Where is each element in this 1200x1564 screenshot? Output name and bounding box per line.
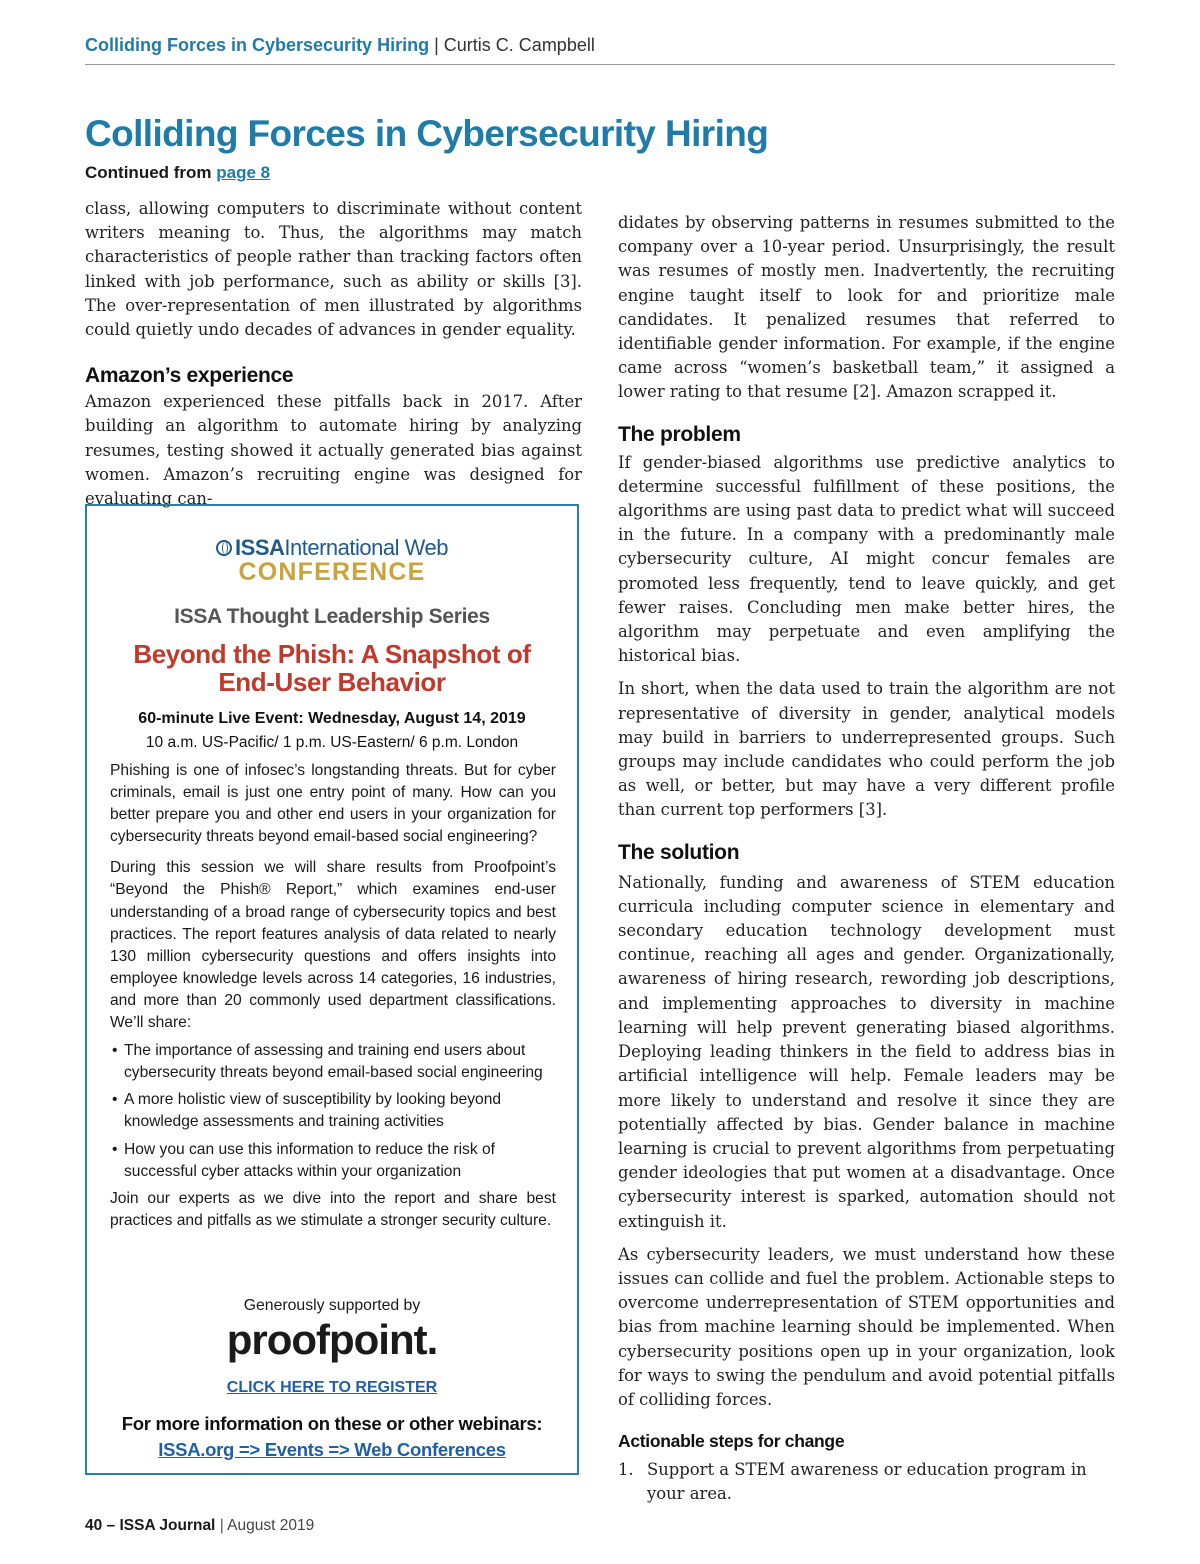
webinar-ad	[85, 504, 579, 1475]
article-title: Colliding Forces in Cybersecurity Hiring	[85, 113, 769, 154]
problem-heading: The problem	[618, 422, 741, 446]
register-link[interactable]: CLICK HERE TO REGISTER	[226, 1379, 438, 1396]
proofpoint-logo: proofpoint.	[226, 1316, 438, 1363]
ad-paragraph-1: Phishing is one of infosec’s longstanding threats. But for cyber criminals, email is just one entry point of many. How can you better prepare you and other end users in your organization for cybersecurity threats beyond email-based social engineering?	[110, 762, 556, 846]
step-number: 1.	[618, 1460, 634, 1480]
ad-paragraph-2: During this session we will share results from Proofpoint’s “Beyond the Phish® Report,” which examines end-user understanding of a broad range of cybersecurity topics and best practices. The report features analysis of data related to nearly 130 million cybersecurity questions and offers insights into employee knowledge levels across 14 categories, 16 industries, and more than 20 commonly used department classifications. We’ll share:	[110, 859, 556, 1032]
ad-body	[110, 760, 556, 1232]
running-head-title: Colliding Forces in Cybersecurity Hiring	[85, 35, 430, 55]
ad-paragraph-3: Join our experts as we dive into the report and share best practices and pitfalls as we stimulate a stronger security culture.	[110, 1189, 556, 1229]
continued-page-link[interactable]: page 8	[216, 163, 271, 182]
ad-more-info: For more information on these or other webinars:	[121, 1413, 543, 1434]
header-divider	[85, 64, 1115, 65]
right-column	[618, 211, 1115, 1507]
footer-page-journal: 40 – ISSA Journal	[85, 1517, 216, 1534]
ad-bullet: • How you can use this information to reduce the risk of successful cyber attacks within your organization	[110, 1139, 556, 1183]
web-conferences-link[interactable]: ISSA.org => Events => Web Conferences	[158, 1439, 506, 1460]
globe-icon	[216, 540, 232, 556]
solution-heading: The solution	[618, 840, 740, 864]
problem-paragraph-2: In short, when the data used to train the algorithm are not representative of diversity in gender, analytical models may build in barriers to underrepresented groups. Such groups may include candidates who could perform the job as well, or better, but may have a very different profile than current top performers [3].	[618, 679, 1115, 820]
logo-issa: ISSA	[235, 535, 285, 560]
steps-heading: Actionable steps for change	[618, 1431, 845, 1452]
amazon-heading: Amazon’s experience	[85, 364, 294, 388]
running-head	[85, 33, 1115, 57]
ad-bullet-list	[110, 1040, 556, 1183]
ad-bullet: • A more holistic view of susceptibility by looking beyond knowledge assessments and training activities	[110, 1089, 556, 1133]
intro-paragraph: class, allowing computers to discriminate without content writers meaning to. Thus, the algorithms may match characteristics of people rather than tracking factors often linked with job performance, such as ability or skills [3]. The over-representation of men illustrated by algorithms could quietly undo decades of advances in gender equality.	[85, 199, 582, 340]
logo-international-web: International Web	[284, 535, 448, 560]
footer-separator: |	[219, 1517, 224, 1534]
step-text: Support a STEM awareness or education program in your area.	[647, 1460, 1087, 1504]
continued-prefix: Continued from	[85, 163, 212, 182]
solution-paragraph-1: Nationally, funding and awareness of STEM education curricula including computer science in elementary and secondary education technology development must continue, reaching all ages and gender. Organizationally, awareness of hiring research, rewording job descriptions, and implementing approaches to diversity in machine learning will help prevent generating biased algorithms. Deploying leading thinkers in the field to address bias in artificial intelligence will help. Female leaders may be more likely to understand and resolve it since they are potentially affected by bias. Gender balance in machine learning is crucial to prevent algorithms from perpetuating gender ideologies that put women at a disadvantage. Once cybersecurity interest is sparked, automation should not extinguish it.	[618, 872, 1115, 1231]
problem-paragraph-1: If gender-biased algorithms use predictive analytics to determine successful fulfillment of these positions, the algorithms are using past data to predict what will succeed in the future. In a company with a predominantly male cybersecurity culture, AI might concur females are promoted less frequently, tend to leave quickly, and get fewer raises. Concluding men make better hires, the algorithm may perpetuate and even amplifying the historical bias.	[618, 452, 1115, 666]
issa-conference-logo	[87, 536, 577, 584]
logo-conference: CONFERENCE	[238, 558, 426, 586]
left-column	[85, 197, 582, 511]
continued-from	[85, 162, 270, 184]
ad-event-times: 10 a.m. US-Pacific/ 1 p.m. US-Eastern/ 6 p.m. London	[145, 734, 519, 751]
running-head-author: Curtis C. Campbell	[443, 35, 595, 55]
ad-event-date: 60-minute Live Event: Wednesday, August 14, 2019	[138, 710, 526, 727]
page-footer	[85, 1516, 314, 1536]
ad-bullet: • The importance of assessing and training end users about cybersecurity threats beyond email-based social engineering	[110, 1040, 556, 1084]
ad-series-title: ISSA Thought Leadership Series	[174, 605, 490, 628]
list-item	[618, 1458, 1115, 1506]
running-head-separator: |	[434, 35, 439, 55]
solution-paragraph-2: As cybersecurity leaders, we must understand how these issues can collide and fuel the problem. Actionable steps to overcome underrepresentation of STEM opportunities and bias from machine learning should be implemented. When cybersecurity positions open up in your organization, look for ways to swing the pendulum and avoid potential pitfalls of colliding forces.	[618, 1244, 1115, 1409]
amazon-continuation: didates by observing patterns in resumes submitted to the company over a 10-year period. Unsurprisingly, the result was resumes of mostly men. Inadvertently, the recruiting engine taught itself to look for and prioritize male candidates. It penalized resumes that referred to identifiable gender information. For example, if the engine came across “women’s basketball team,” it assigned a lower rating to that resume [2]. Amazon scrapped it.	[618, 213, 1115, 402]
ad-supported-by: Generously supported by	[243, 1297, 421, 1314]
footer-date: August 2019	[227, 1517, 315, 1534]
steps-list	[618, 1458, 1115, 1506]
ad-webinar-title: Beyond the Phish: A Snapshot of End-User Behavior	[133, 639, 531, 697]
amazon-paragraph: Amazon experienced these pitfalls back in 2017. After building an algorithm to automate hiring by analyzing resumes, testing showed it actually generated bias against women. Amazon’s recruiting engine was designed for evaluating can-	[85, 392, 582, 509]
